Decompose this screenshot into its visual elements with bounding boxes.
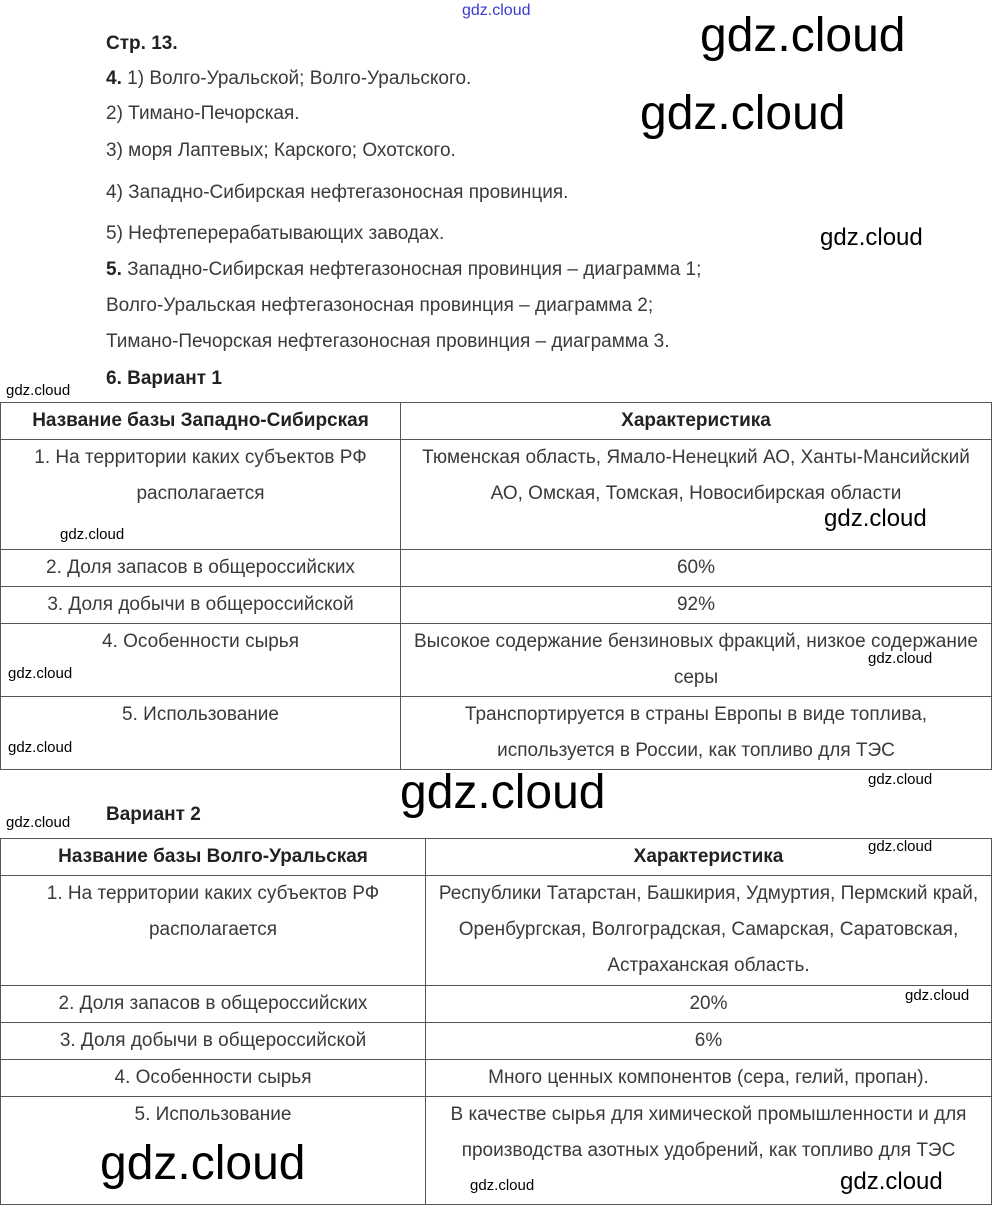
header-cell: Характеристика bbox=[426, 839, 992, 876]
task4-item-3: 3) моря Лаптевых; Карского; Охотского. bbox=[106, 140, 456, 161]
task5-text: Западно-Сибирская нефтегазоносная провинция – диаграмма 1; bbox=[127, 259, 702, 280]
task5-line-2: Волго-Уральская нефтегазоносная провинция – диаграмма 2; bbox=[106, 295, 654, 316]
table-cell: 4. Особенности сырья bbox=[1, 624, 401, 697]
watermark: gdz.cloud bbox=[470, 1177, 535, 1194]
table-row bbox=[1, 986, 992, 1023]
table-cell: 3. Доля добычи в общероссийской bbox=[1, 1023, 426, 1060]
watermark: gdz.cloud bbox=[868, 838, 933, 855]
watermark: gdz.cloud bbox=[868, 771, 933, 788]
table-row bbox=[1, 587, 992, 624]
watermark: gdz.cloud bbox=[8, 739, 73, 756]
task5-line-1 bbox=[106, 258, 701, 282]
table-cell: 1. На территории каких субъектов РФ располагается bbox=[1, 876, 426, 986]
table-cell: Много ценных компонентов (сера, гелий, пропан). bbox=[426, 1060, 992, 1097]
watermark: gdz.cloud bbox=[840, 1168, 943, 1195]
watermark: gdz.cloud bbox=[6, 382, 71, 399]
table-row bbox=[1, 697, 992, 770]
task4-item-text: 1) Волго-Уральской; Волго-Уральского. bbox=[127, 68, 472, 89]
task4-item-2: 2) Тимано-Печорская. bbox=[106, 103, 300, 124]
table-cell: 1. На территории каких субъектов РФ располагается bbox=[1, 440, 401, 550]
task6-heading: 6. Вариант 1 bbox=[106, 368, 222, 389]
table-cell: Высокое содержание бензиновых фракций, низкое содержание серы bbox=[401, 624, 992, 697]
table-cell: В качестве сырья для химической промышленности и для производства азотных удобрений, как топливо для ТЭС bbox=[426, 1097, 992, 1205]
table-row bbox=[1, 624, 992, 697]
header-cell: Характеристика bbox=[401, 403, 992, 440]
table-cell: 5. Использование bbox=[1, 1097, 426, 1205]
table-cell: 2. Доля запасов в общероссийских bbox=[1, 986, 426, 1023]
table-row bbox=[1, 1023, 992, 1060]
header-cell: Название базы Волго-Уральская bbox=[1, 839, 426, 876]
task4-item-1 bbox=[106, 67, 471, 91]
table-cell: 20% bbox=[426, 986, 992, 1023]
page-number: Стр. 13. bbox=[106, 33, 178, 54]
watermark: gdz.cloud bbox=[462, 2, 531, 19]
table-row bbox=[1, 440, 992, 550]
variant2-heading: Вариант 2 bbox=[106, 804, 201, 825]
variant1-table bbox=[0, 402, 992, 770]
watermark: gdz.cloud bbox=[60, 526, 125, 543]
table-cell: 60% bbox=[401, 550, 992, 587]
header-cell: Название базы Западно-Сибирская bbox=[1, 403, 401, 440]
table-cell: Республики Татарстан, Башкирия, Удмуртия, Пермский край, Оренбургская, Волгоградская, Самарская, Саратовская, Астраханская область. bbox=[426, 876, 992, 986]
task5-line-3: Тимано-Печорская нефтегазоносная провинция – диаграмма 3. bbox=[106, 331, 670, 352]
watermark: gdz.cloud bbox=[820, 224, 923, 251]
watermark: gdz.cloud bbox=[400, 766, 606, 819]
watermark: gdz.cloud bbox=[905, 987, 970, 1004]
table-row bbox=[1, 550, 992, 587]
task4-item-4: 4) Западно-Сибирская нефтегазоносная провинция. bbox=[106, 182, 569, 203]
table-cell: Тюменская область, Ямало-Ненецкий АО, Ханты-Мансийский АО, Омская, Томская, Новосибирская области bbox=[401, 440, 992, 550]
watermark: gdz.cloud bbox=[700, 9, 906, 62]
watermark: gdz.cloud bbox=[8, 665, 73, 682]
table-header-row bbox=[1, 839, 992, 876]
table-cell: 4. Особенности сырья bbox=[1, 1060, 426, 1097]
table-header-row bbox=[1, 403, 992, 440]
task5-number: 5. bbox=[106, 259, 122, 280]
table-cell: Транспортируется в страны Европы в виде топлива, используется в России, как топливо для ТЭС bbox=[401, 697, 992, 770]
table-row bbox=[1, 876, 992, 986]
watermark: gdz.cloud bbox=[100, 1137, 306, 1190]
task4-number: 4. bbox=[106, 68, 122, 89]
watermark: gdz.cloud bbox=[640, 87, 846, 140]
table-cell: 3. Доля добычи в общероссийской bbox=[1, 587, 401, 624]
table-cell: 5. Использование bbox=[1, 697, 401, 770]
watermark: gdz.cloud bbox=[868, 650, 933, 667]
table-cell: 2. Доля запасов в общероссийских bbox=[1, 550, 401, 587]
watermark: gdz.cloud bbox=[824, 505, 927, 532]
table-cell: 6% bbox=[426, 1023, 992, 1060]
task4-item-5: 5) Нефтеперерабатывающих заводах. bbox=[106, 223, 445, 244]
watermark: gdz.cloud bbox=[6, 814, 71, 831]
table-row bbox=[1, 1060, 992, 1097]
table-cell: 92% bbox=[401, 587, 992, 624]
